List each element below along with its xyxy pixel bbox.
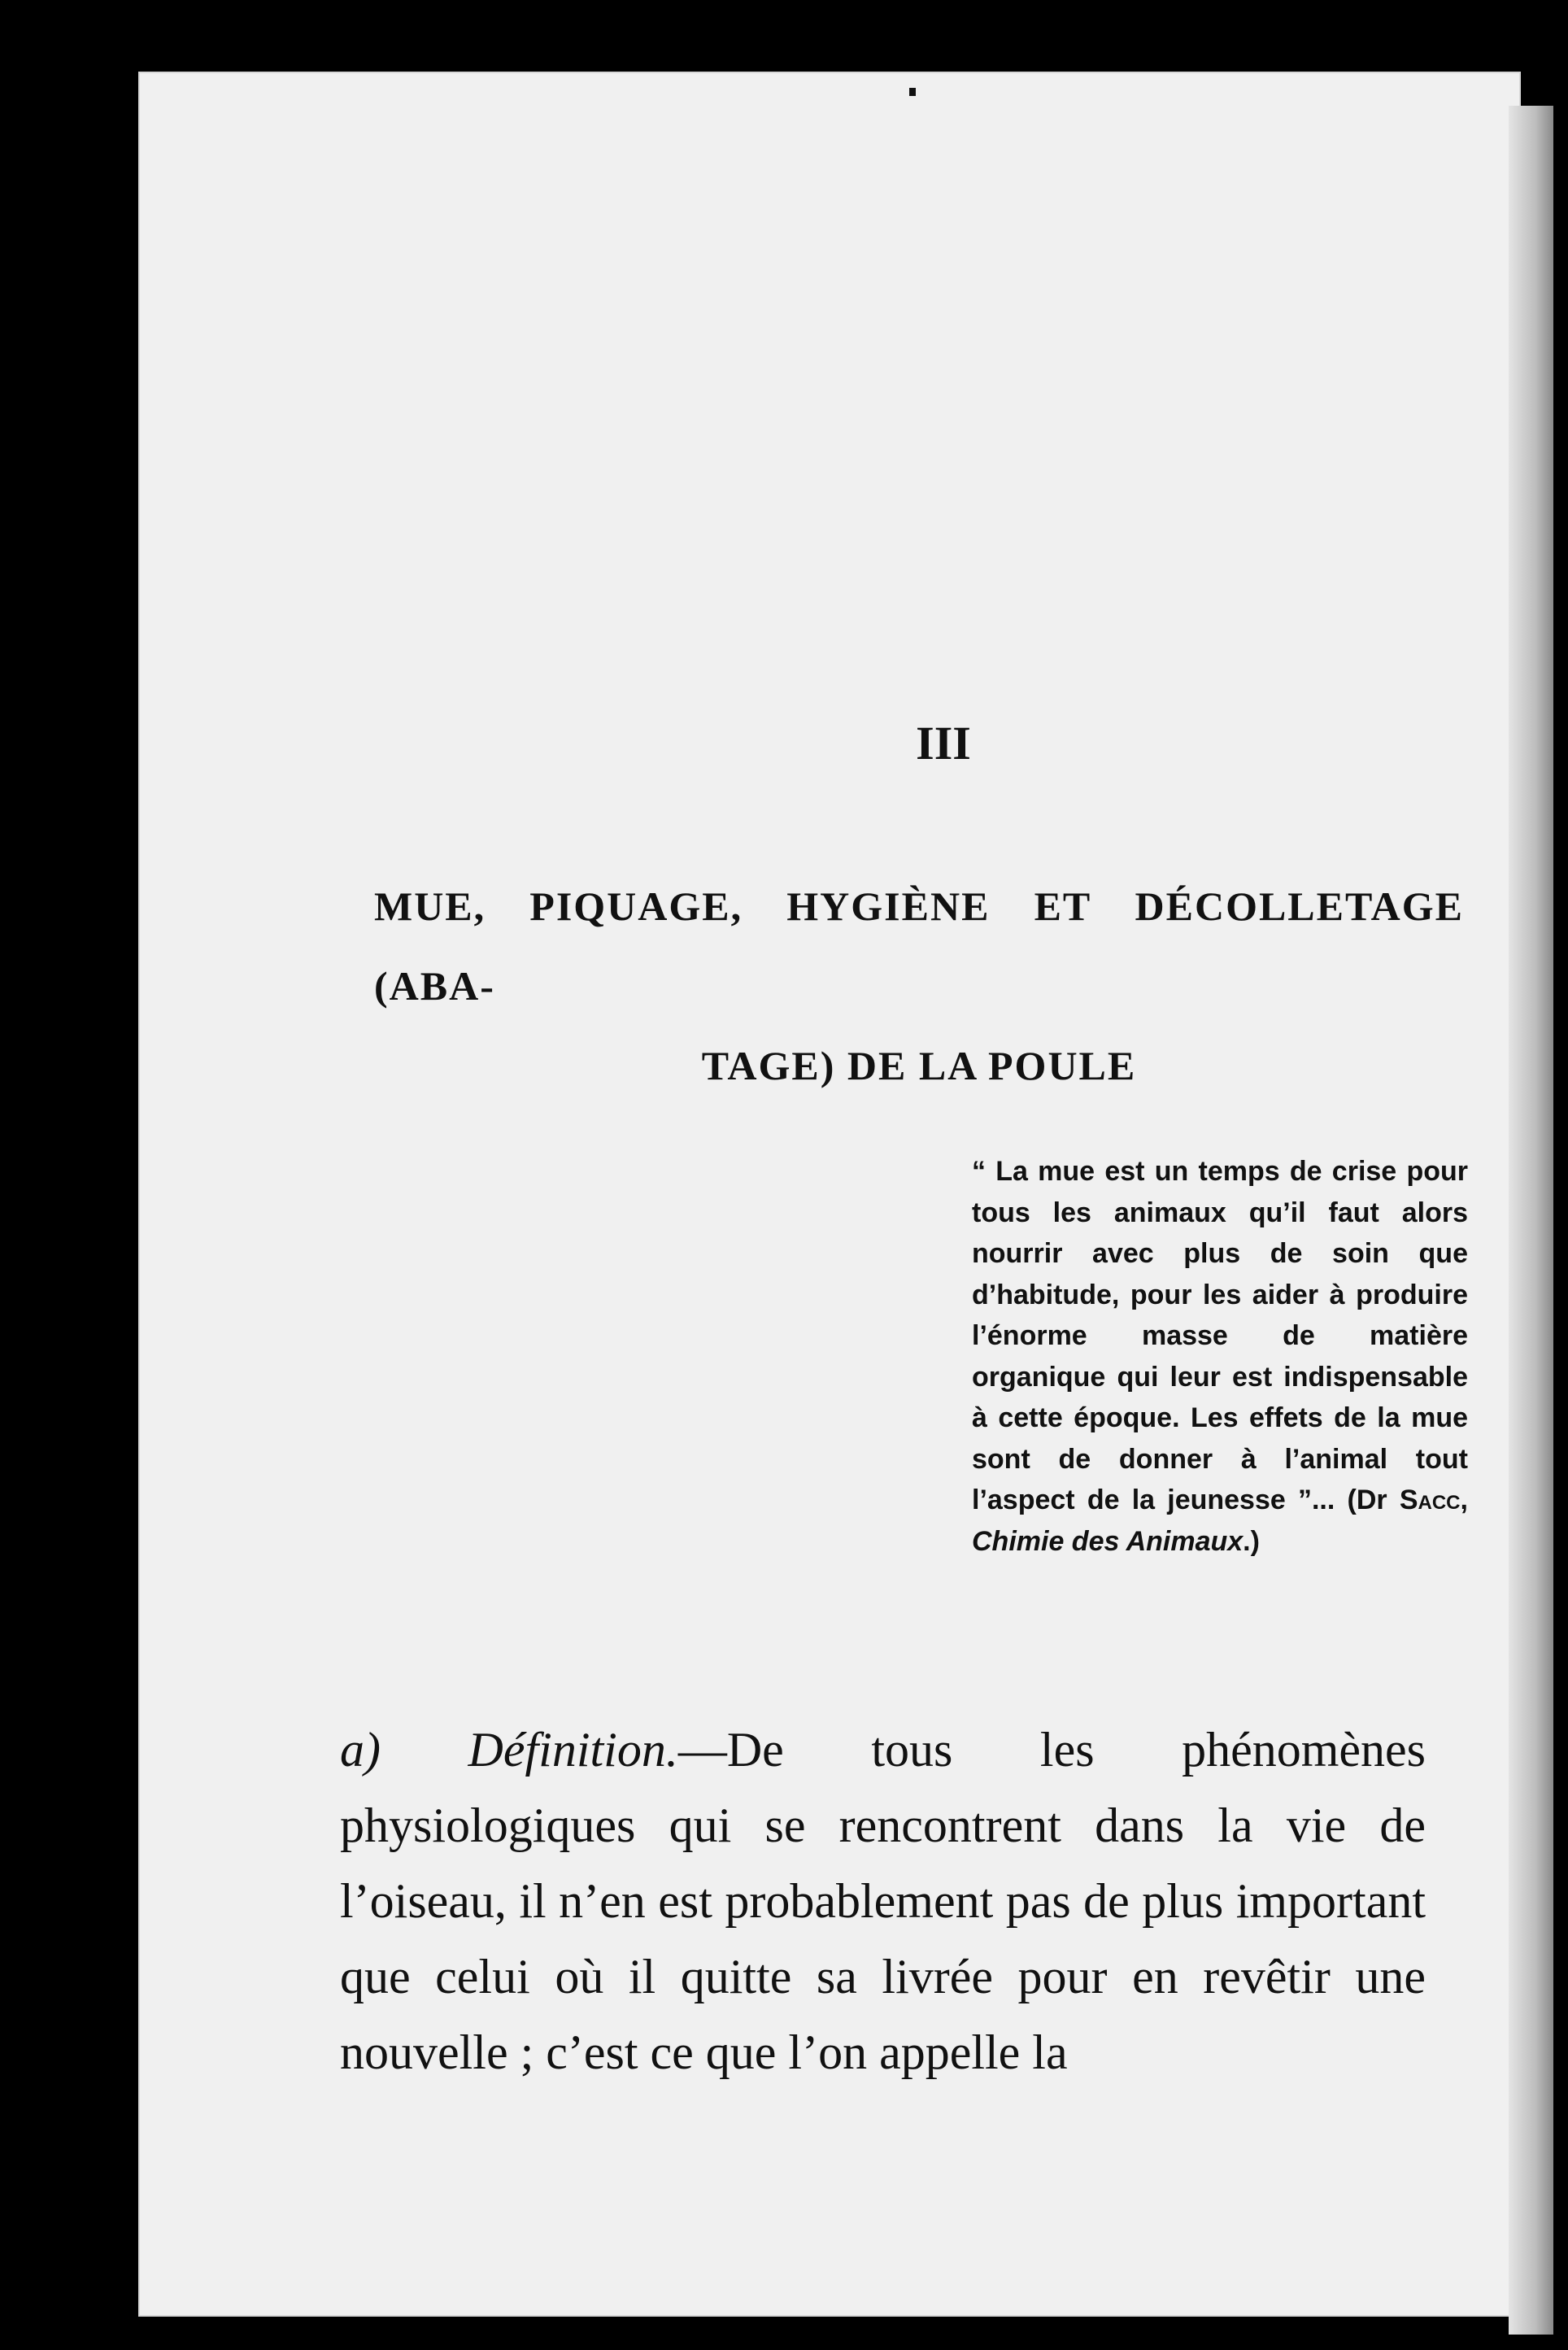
attribution-author: Sacc xyxy=(1399,1485,1461,1515)
chapter-title xyxy=(374,866,1464,1105)
chapter-title-line-1: MUE, PIQUAGE, HYGIÈNE ET DÉCOLLETAGE (ABA- xyxy=(374,883,1464,1009)
attribution-work: Chimie des Animaux xyxy=(972,1525,1244,1557)
epigraph-quote: “ La mue est un temps de crise pour tous les animaux qu’il faut alors nourrir avec plus de soin que d’habitude, pour les aider à produire l’énorme masse de matière organique qui leur est indispensable à cette époque. Les effets de la mue sont de donner à l’animal tout l’aspect de la jeunesse ”... xyxy=(972,1156,1468,1515)
page-edge-shadow xyxy=(1509,106,1553,2335)
scan-speck-top xyxy=(909,88,916,96)
attribution-separator: , xyxy=(1460,1485,1468,1515)
attribution-open: (Dr xyxy=(1347,1485,1400,1515)
epigraph xyxy=(972,1151,1468,1562)
chapter-title-line-2: TAGE) DE LA POULE xyxy=(701,1043,1137,1088)
section-paragraph xyxy=(340,1712,1426,2091)
attribution-close: .) xyxy=(1243,1525,1260,1557)
section-text: —De tous les phénomènes physiologiques qui se rencontrent dans la vie de l’oiseau, il n’en est probablement pas de plus important que celui où il quitte sa livrée pour en revêtir une nouvelle ; c’est ce que l’on appelle la xyxy=(340,1723,1426,2079)
chapter-number: III xyxy=(916,717,971,770)
section-heading: a) Définition. xyxy=(340,1723,678,1777)
